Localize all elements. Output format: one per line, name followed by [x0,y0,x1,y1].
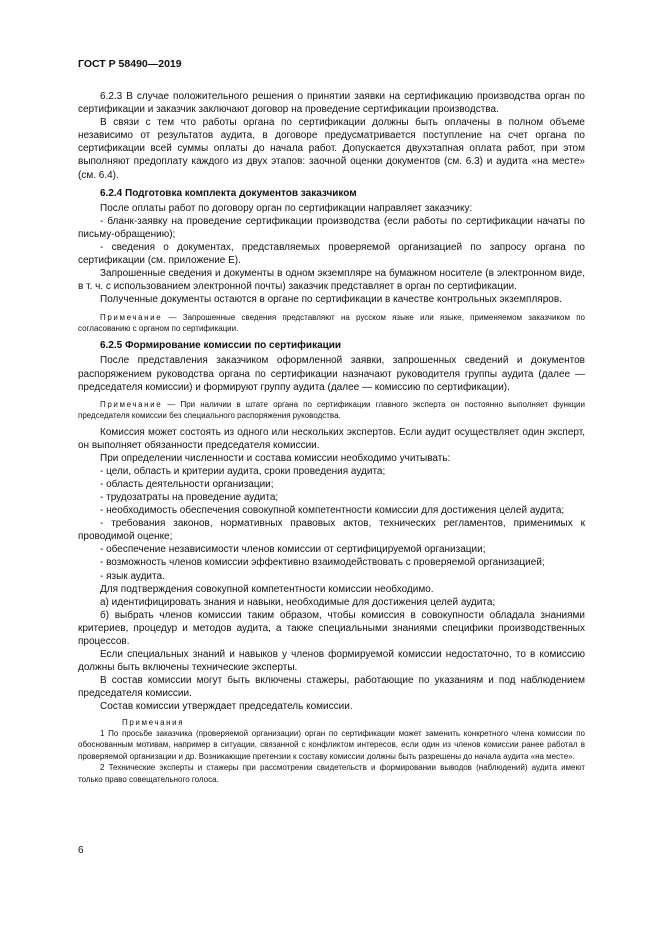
paragraph-commission-size: Комиссия может состоять из одного или нескольких экспертов. Если аудит осуществляет один эксперт, он выполняет обязанности председателя комиссии. [78,426,585,451]
notes-label: Примечания [122,717,185,727]
paragraph-received-docs: Полученные документы остаются в органе по сертификации в качестве контрольных экземпляров. [100,294,562,306]
paragraph-payment: В связи с тем что работы органа по сертификации должны быть оплачены в полном объеме независимо от результатов аудита, в договоре предусматривается поступление на счет органа по сертификации всей суммы оплаты до начала работ. Допускается двухэтапная оплата работ, при этом выполняют предоплату каждого из двух этапов: заочной оценки документов (см. 6.3) и аудита «на месте» (см. 6.4). [78,117,585,181]
list-item: - цели, область и критерии аудита, сроки проведения аудита; [100,465,386,477]
list-item: - необходимость обеспечения совокупной компетентности комиссии для достижения целей аудита; [100,505,565,517]
list-item: - язык аудита. [100,570,165,582]
note-label: Примечание [100,399,163,409]
list-item: - возможность членов комиссии эффективно взаимодействовать с проверяемой организацией; [100,557,545,569]
paragraph-considerations: При определении численности и состава комиссии необходимо учитывать: [100,452,451,464]
paragraph-tech-experts: Если специальных знаний и навыков у членов формируемой комиссии недостаточно, то в комиссию должны быть включены технические эксперты. [78,649,585,674]
note-text: — Запрошенные сведения представляют на русском языке или языке, применяемом заказчиком по согласованию с органом по сертификации. [78,312,585,333]
list-item: - трудозатраты на проведение аудита; [100,491,279,503]
paragraph-commission-appointment: После представления заказчиком оформленной заявки, запрошенных сведений и документов распоряжением руководства органа по сертификации назначают руководителя группы аудита (далее — председателя комиссии) и формируют группу аудита (далее — комиссию по сертификации). [78,355,585,393]
note-6-2-4 [78,312,585,335]
note-6-2-5 [78,399,585,422]
paragraph-approval: Состав комиссии утверждает председатель комиссии. [100,701,353,713]
list-item: - обеспечение независимости членов комиссии от сертифицируемой организации; [100,544,486,556]
list-item: - бланк-заявку на проведение сертификации производства (если работы по сертификации начаты по письму-обращению); [78,215,585,240]
note-text: — При наличии в штате органа по сертификации главного эксперта он постоянно выполняет функции председателя комиссии без специального распоряжения руководства. [78,399,585,421]
list-item: - сведения о документах, представляемых проверяемой организацией по запросу органа по сертификации (см. приложение Е). [78,242,585,267]
list-item: - требования законов, нормативных правовых актов, технических регламентов, применимых к проводимой оценке; [78,518,585,543]
list-item: - область деятельности организации; [100,478,274,490]
list-item-b: б) выбрать членов комиссии таким образом, чтобы комиссия в совокупности обладала знаниями критериев, процедур и методов аудита, а также специальными знаниями специфики производственных процессов. [78,609,585,647]
note-item: 2 Технические эксперты и стажеры при рассмотрении свидетельств и формировании выводов (наблюдений) аудита имеют только право совещательного голоса. [78,763,585,784]
heading-6-2-5: 6.2.5 Формирование комиссии по сертификации [100,340,342,352]
paragraph-trainees: В состав комиссии могут быть включены стажеры, работающие по указаниям и под наблюдением председателя комиссии. [78,675,585,700]
document-body [78,90,585,785]
document-header: ГОСТ Р 58490—2019 [78,58,182,70]
list-item-a: а) идентифицировать знания и навыки, необходимые для достижения целей аудита; [100,596,496,608]
paragraph-competence: Для подтверждения совокупной компетентности комиссии необходимо. [100,583,434,595]
note-item: 1 По просьбе заказчика (проверяемой организации) орган по сертификации может заменить конкретного члена комиссии по обоснованным мотивам, например в ситуации, связанной с конфликтом интересов, если один из членов комиссии ранее работал в проверяемой организации и др. Возникающие претензии к составу комиссии должны быть разрешены до начала аудита «на месте». [78,728,585,761]
heading-6-2-4: 6.2.4 Подготовка комплекта документов заказчиком [100,187,357,199]
paragraph-6-2-3: 6.2.3 В случае положительного решения о принятии заявки на сертификацию производства орган по сертификации и заказчик заключают договор на проведение сертификации производства. [78,91,585,116]
notes-block [78,717,585,785]
page-number: 6 [78,845,84,856]
paragraph-after-payment: После оплаты работ по договору орган по сертификации направляет заказчику: [100,202,473,214]
note-label: Примечание [100,312,163,322]
paragraph-requested-info: Запрошенные сведения и документы в одном экземпляре на бумажном носителе (в электронном виде, в т. ч. с использованием электронной почты) заказчик представляет в орган по сертификации. [78,268,585,293]
